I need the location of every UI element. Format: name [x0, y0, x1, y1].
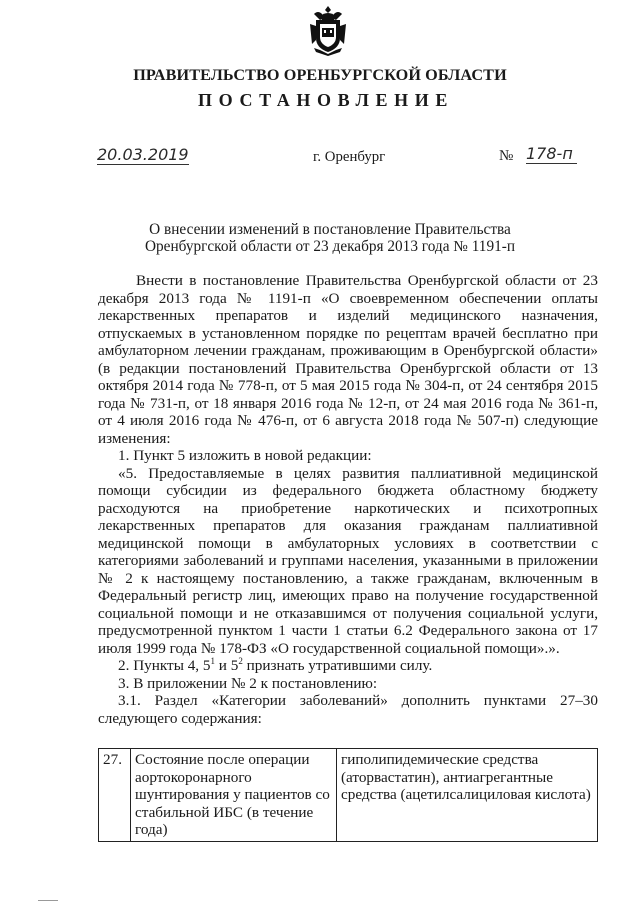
page-edge-mark [38, 900, 58, 901]
coat-of-arms-emblem [306, 4, 350, 56]
table-cell-condition: Состояние после операции аортокоронарного шунтирования у пациентов со стабильной ИБС (в течение года) [131, 749, 337, 842]
decree-number: 178-п [526, 144, 577, 164]
item-2-text-c: признать утратившими силу. [242, 657, 433, 674]
diseases-table [98, 748, 598, 842]
item-3: 3. В приложении № 2 к постановлению: [118, 674, 378, 692]
decree-date: 20.03.2019 [97, 145, 189, 164]
document-type-title: ПОСТАНОВЛЕНИЕ [198, 90, 454, 110]
item-2-text-a: 2. Пункты 4, 5 [118, 657, 211, 674]
item-2-text-b: и 5 [214, 657, 239, 674]
decree-subject: О внесении изменений в постановление Правительства Оренбургской области от 23 декабря 2013 года № 1191-п [144, 221, 516, 255]
item-2-superscript-1: 1 [210, 655, 215, 666]
item-1: 1. Пункт 5 изложить в новой редакции: [118, 447, 372, 464]
city-name: г. Оренбург [313, 149, 386, 165]
decree-body [98, 272, 598, 727]
intro-paragraph: Внести в постановление Правительства Оренбургской области от 23 декабря 2013 года № 1191-п «О своевременном обеспечении оплаты лекарственных препаратов и изделий медицинского назначения, отпускаемых в установленном порядке по рецептам врачей бесплатно при амбулаторном лечении гражданам, проживающим в Оренбургской области» (в редакции постановлений Правительства Оренбургской области от 13 октября 2014 года № 778-п, от 5 мая 2015 года № 304-п, от 24 сентября 2015 года № 731-п, от 18 января 2016 года № 12-п, от 24 мая 2016 года № 361-п, от 4 июля 2016 года № 476-п, от 6 августа 2018 года № 507-п) следующие изменения: [98, 272, 598, 447]
table-row [99, 749, 598, 842]
item-2-superscript-2: 2 [238, 655, 243, 666]
table-cell-number: 27. [99, 749, 131, 842]
table-cell-drugs: гиполипидемические средства (аторвастатин), антиагрегантные средства (ацетилсалициловая кислота) [337, 749, 598, 842]
item-2 [98, 657, 598, 675]
government-title: ПРАВИТЕЛЬСТВО ОРЕНБУРГСКОЙ ОБЛАСТИ [133, 66, 507, 84]
number-label: № [499, 148, 514, 164]
item-3-1: 3.1. Раздел «Категории заболеваний» дополнить пунктами 27–30 следующего содержания: [98, 692, 598, 727]
item-1-text: «5. Предоставляемые в целях развития паллиативной медицинской помощи субсидии из федерального бюджета областному бюджету расходуются на приобретение наркотических и психотропных лекарственных препаратов для оказания гражданам паллиативной медицинской помощи в амбулаторных условиях в соответствии с категориями заболеваний и группами населения, указанными в приложении № 2 к настоящему постановлению, а также гражданам, включенным в Федеральный регистр лиц, имеющих право на получение государственной социальной помощи и не отказавшимся от получения социальной услуги, предусмотренной пунктом 1 части 1 статьи 6.2 Федерального закона от 17 июля 1999 года № 178-ФЗ «О государственной социальной помощи».». [98, 464, 598, 657]
